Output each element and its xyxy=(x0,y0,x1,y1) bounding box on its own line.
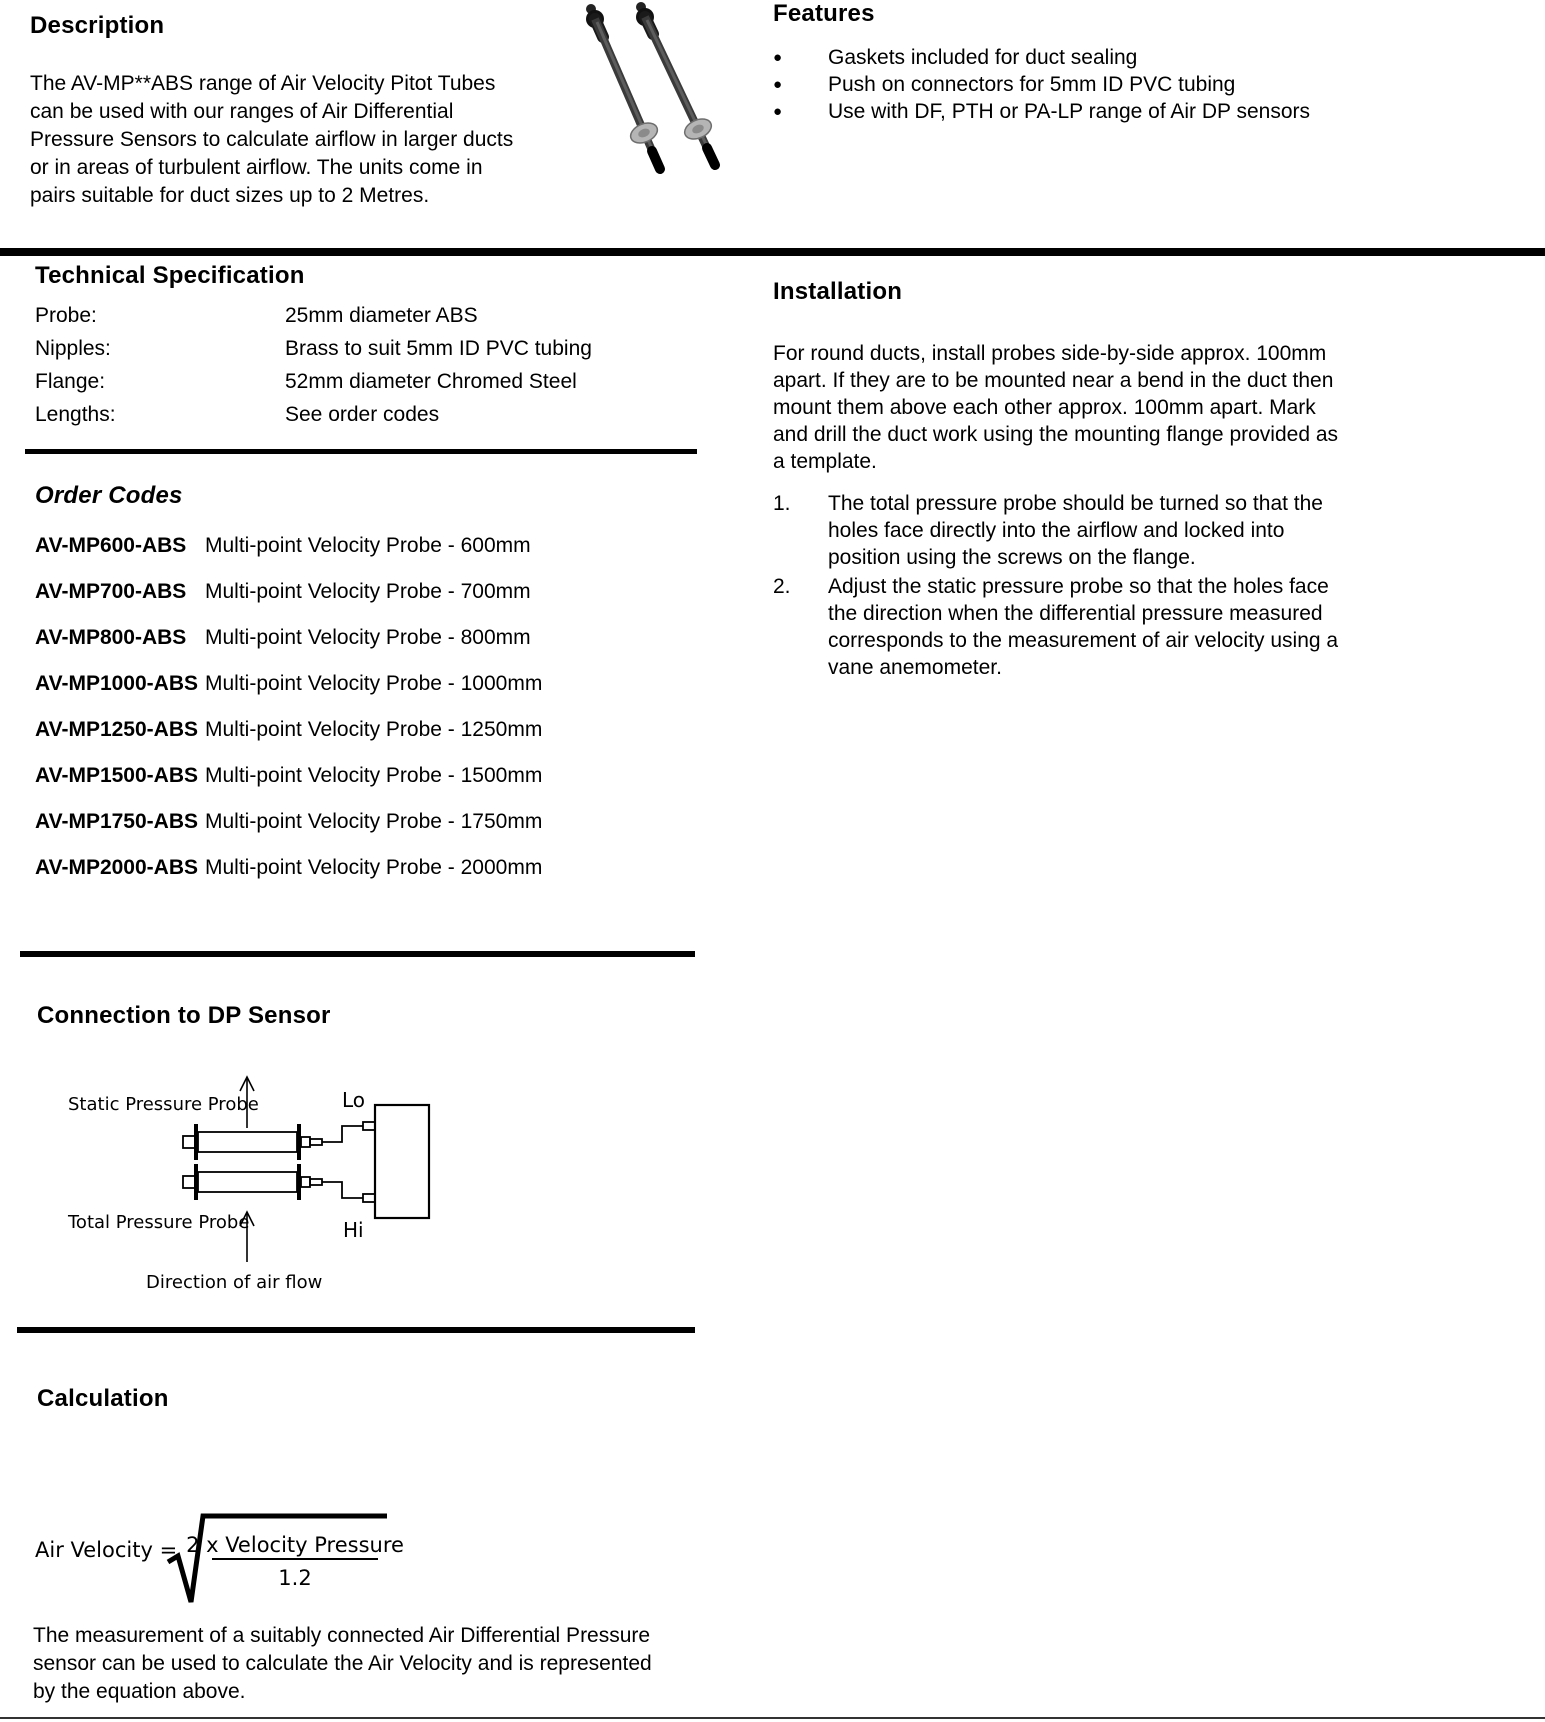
dp-sensor-box xyxy=(375,1105,429,1218)
feature-text: Use with DF, PTH or PA-LP range of Air DP sensors xyxy=(828,100,1311,123)
order-code: AV-MP1750-ABS xyxy=(35,810,198,833)
order-code-row xyxy=(35,626,542,672)
technical-specification-table xyxy=(35,304,592,436)
step-text: Adjust the static pressure probe so that the holes face the direction when the differential pressure measured corresponds to the measurement of air velocity using a vane anemometer. xyxy=(828,575,1339,679)
features-list xyxy=(773,44,1473,125)
order-code-row xyxy=(35,672,542,718)
bottom-rule xyxy=(0,1717,1545,1719)
spec-value: Brass to suit 5mm ID PVC tubing xyxy=(285,337,592,360)
probe-drawing xyxy=(183,1122,375,1160)
order-code-row xyxy=(35,764,542,810)
spec-label: Probe: xyxy=(35,304,97,327)
order-code: AV-MP1500-ABS xyxy=(35,764,198,787)
order-code: AV-MP600-ABS xyxy=(35,534,187,557)
connection-diagram xyxy=(55,1045,455,1305)
installation-steps xyxy=(773,490,1363,683)
spec-row xyxy=(35,337,592,370)
bullet-icon: ● xyxy=(773,49,783,66)
feature-item xyxy=(773,98,1473,125)
order-code: AV-MP1000-ABS xyxy=(35,672,198,695)
order-code: AV-MP800-ABS xyxy=(35,626,187,649)
order-code-description: Multi-point Velocity Probe - 1500mm xyxy=(205,764,543,787)
installation-step xyxy=(773,490,1363,571)
order-code-row xyxy=(35,580,542,626)
calculation-title: Calculation xyxy=(37,1385,169,1412)
spec-value: See order codes xyxy=(285,403,440,426)
step-number: 2. xyxy=(773,575,791,598)
step-text: The total pressure probe should be turned so that the holes face directly into the airflow and locked into position using the screws on the flange. xyxy=(828,492,1323,569)
bullet-icon: ● xyxy=(773,76,783,93)
lo-label: Lo xyxy=(342,1088,366,1112)
order-code: AV-MP1250-ABS xyxy=(35,718,198,741)
spec-value: 25mm diameter ABS xyxy=(285,304,478,327)
bullet-icon: ● xyxy=(773,103,783,120)
order-code-description: Multi-point Velocity Probe - 600mm xyxy=(205,534,531,557)
order-code-row xyxy=(35,534,542,580)
installation-step xyxy=(773,573,1363,681)
spec-label: Lengths: xyxy=(35,403,116,426)
formula-denominator: 1.2 xyxy=(278,1566,312,1590)
order-code-description: Multi-point Velocity Probe - 1000mm xyxy=(205,672,543,695)
spec-row xyxy=(35,370,592,403)
static-probe-label: Static Pressure Probe xyxy=(68,1094,259,1115)
spec-row xyxy=(35,403,592,436)
order-codes-title: Order Codes xyxy=(35,482,183,509)
airflow-label: Direction of air flow xyxy=(146,1272,323,1293)
connection-title: Connection to DP Sensor xyxy=(37,1002,331,1029)
formula-numerator: 2 x Velocity Pressure xyxy=(186,1533,404,1557)
step-number: 1. xyxy=(773,492,791,515)
feature-text: Gaskets included for duct sealing xyxy=(828,46,1138,69)
description-title: Description xyxy=(30,12,165,39)
section-divider xyxy=(25,449,697,454)
order-code-row xyxy=(35,718,542,764)
description-body: The AV-MP**ABS range of Air Velocity Pitot Tubes can be used with our ranges of Air Differential Pressure Sensors to calculate airflow in larger ducts or in areas of turbulent airflow. The units come in pairs suitable for duct sizes up to 2 Metres. xyxy=(30,72,514,207)
features-title: Features xyxy=(773,0,875,27)
order-code-description: Multi-point Velocity Probe - 700mm xyxy=(205,580,531,603)
feature-item xyxy=(773,44,1473,71)
calculation-note: The measurement of a suitably connected Air Differential Pressure sensor can be used to calculate the Air Velocity and is represented by the equation above. xyxy=(33,1624,652,1703)
order-code-row xyxy=(35,856,542,902)
order-code-description: Multi-point Velocity Probe - 2000mm xyxy=(205,856,543,879)
hi-label: Hi xyxy=(343,1218,364,1242)
formula-lhs: Air Velocity = xyxy=(35,1538,178,1562)
order-code-description: Multi-point Velocity Probe - 1750mm xyxy=(205,810,543,833)
section-divider xyxy=(20,951,695,957)
spec-value: 52mm diameter Chromed Steel xyxy=(285,370,577,393)
technical-specification-title: Technical Specification xyxy=(35,262,305,289)
product-image xyxy=(555,2,755,187)
order-code-row xyxy=(35,810,542,856)
spec-label: Flange: xyxy=(35,370,106,393)
order-codes-table xyxy=(35,534,542,902)
spec-row xyxy=(35,304,592,337)
total-probe-label: Total Pressure Probe xyxy=(68,1212,250,1233)
order-code-description: Multi-point Velocity Probe - 800mm xyxy=(205,626,531,649)
section-divider xyxy=(0,248,1545,256)
section-divider xyxy=(17,1327,695,1333)
feature-item xyxy=(773,71,1473,98)
feature-text: Push on connectors for 5mm ID PVC tubing xyxy=(828,73,1236,96)
installation-title: Installation xyxy=(773,278,903,305)
probe-drawing xyxy=(183,1164,375,1202)
order-code: AV-MP2000-ABS xyxy=(35,856,198,879)
formula xyxy=(30,1495,530,1620)
installation-body: For round ducts, install probes side-by-side approx. 100mm apart. If they are to be mounted near a bend in the duct then mount them above each other approx. 100mm apart. Mark and drill the duct work using the mounting flange provided as a template. xyxy=(773,342,1339,473)
order-code-description: Multi-point Velocity Probe - 1250mm xyxy=(205,718,543,741)
order-code: AV-MP700-ABS xyxy=(35,580,187,603)
spec-label: Nipples: xyxy=(35,337,111,360)
